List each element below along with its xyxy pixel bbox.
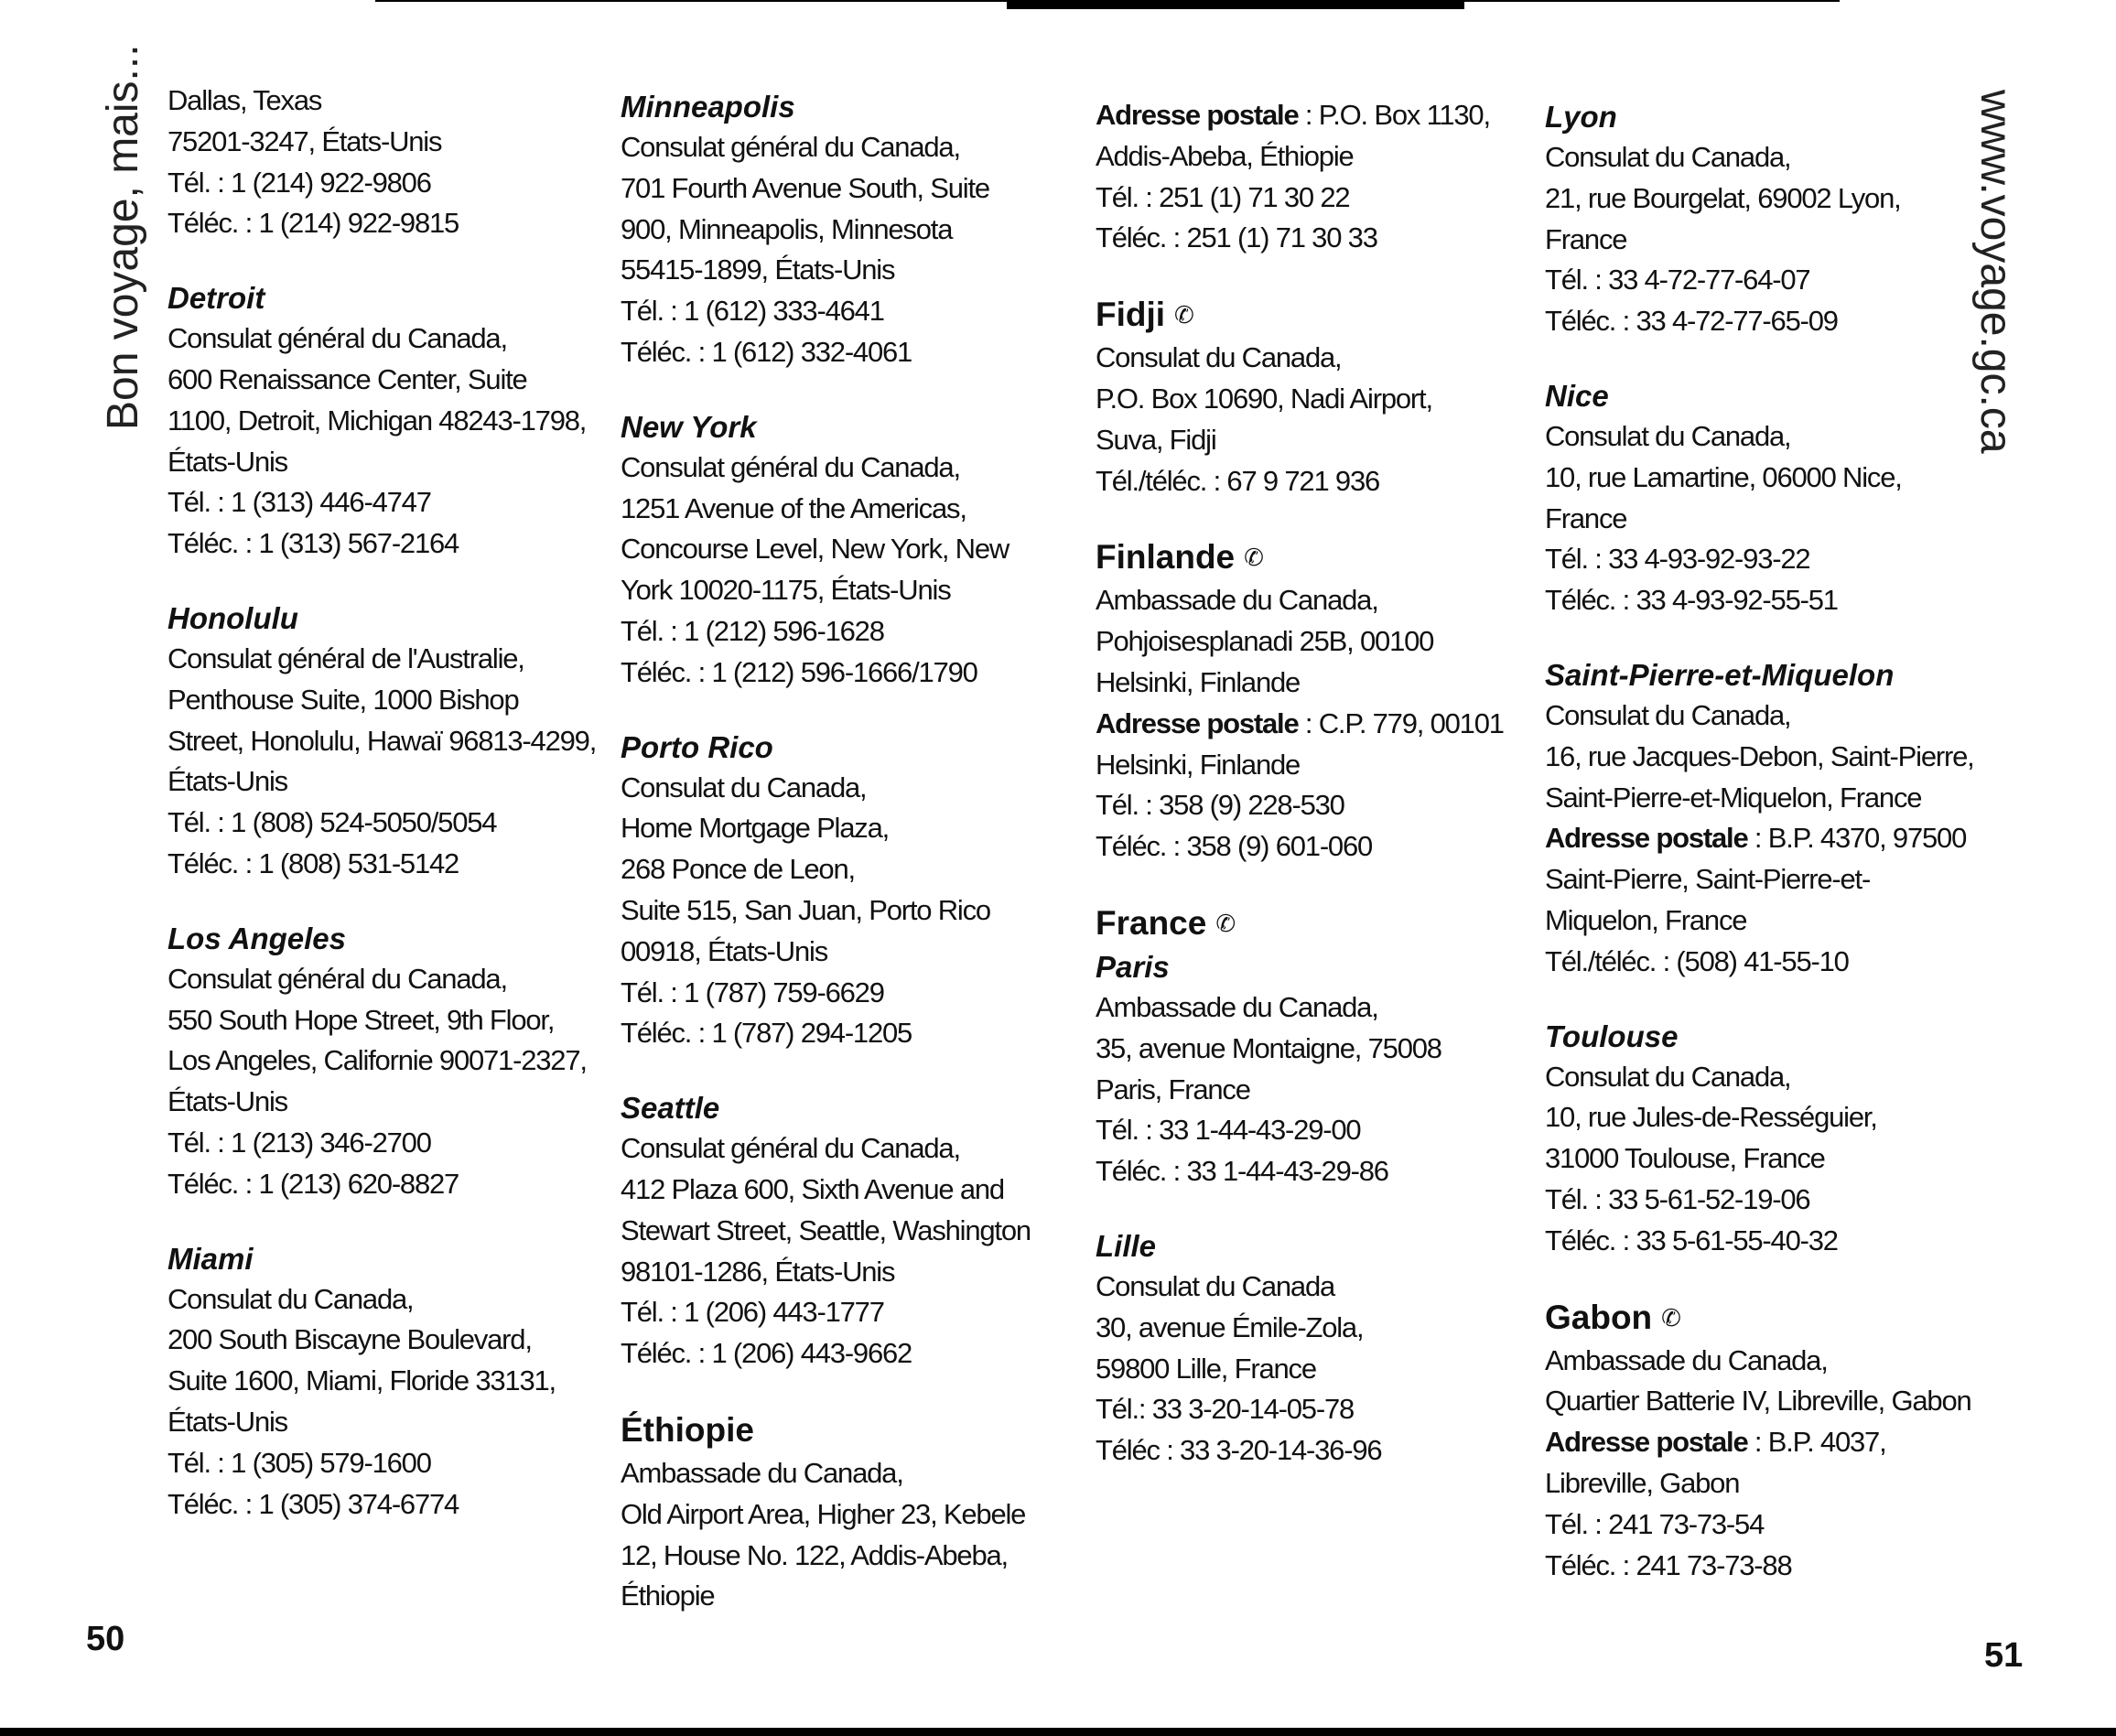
address-line: York 10020-1175, États-Unis [621, 574, 951, 607]
fax-line: Téléc. : 1 (313) 567-2164 [167, 527, 459, 560]
phone-fax-line: Tél./téléc. : 67 9 721 936 [1096, 464, 1380, 497]
city-heading: Minneapolis [621, 90, 795, 124]
address-line: Ambassade du Canada, [1096, 584, 1378, 617]
address-line: Los Angeles, Californie 90071-2327, [167, 1044, 587, 1077]
entry-france-paris [1096, 900, 1526, 1192]
postal-value: : B.P. 4037, [1747, 1426, 1886, 1459]
phone-line: Tél. : 33 4-72-77-64-07 [1545, 264, 1810, 297]
address-line: 268 Ponce de Leon, [621, 853, 855, 886]
postal-address-line [1096, 704, 1526, 745]
address-line: 10, rue Lamartine, 06000 Nice, [1545, 460, 1902, 493]
address-line: 1251 Avenue of the Americas, [621, 491, 966, 524]
entry-lyon [1545, 96, 1975, 342]
entry-saint-pierre-et-miquelon [1545, 654, 1975, 983]
phone-icon: ✆ [1661, 1303, 1681, 1332]
address-line: 35, avenue Montaigne, 75008 [1096, 1031, 1441, 1064]
address-line: 75201-3247, États-Unis [167, 124, 442, 157]
address-line: Consulat général du Canada, [167, 962, 507, 995]
city-heading: Honolulu [167, 600, 298, 635]
fax-line: Téléc. : 358 (9) 601-060 [1096, 830, 1373, 863]
city-heading: Seattle [621, 1091, 720, 1126]
phone-line: Tél. : 1 (213) 346-2700 [167, 1126, 431, 1159]
address-line: Consulat général du Canada, [621, 131, 960, 163]
phone-line: Tél. : 1 (212) 596-1628 [621, 614, 884, 647]
entry-seattle [621, 1087, 1051, 1375]
page-number-left: 50 [86, 1620, 125, 1658]
entry-toulouse [1545, 1016, 1975, 1262]
address-line: Consulat général du Canada, [167, 322, 507, 355]
fax-line: Téléc. : 33 1-44-43-29-86 [1096, 1155, 1388, 1188]
entry-ethiopie-continued [1096, 95, 1526, 259]
postal-value: : P.O. Box 1130, [1298, 99, 1490, 131]
fax-line: Téléc. : 1 (214) 922-9815 [167, 207, 459, 240]
country-heading [1096, 534, 1526, 580]
address-line: Ambassade du Canada, [1545, 1343, 1828, 1376]
fax-line: Téléc. : 251 (1) 71 30 33 [1096, 221, 1377, 254]
entry-lille [1096, 1225, 1526, 1472]
address-line: 16, rue Jacques-Debon, Saint-Pierre, [1545, 739, 1974, 772]
address-line: Old Airport Area, Higher 23, Kebele [621, 1497, 1026, 1530]
postal-address-line [1545, 818, 1975, 859]
phone-line: Tél. : 1 (313) 446-4747 [167, 486, 431, 519]
country-name: France [1096, 903, 1207, 942]
address-line: 12, House No. 122, Addis-Abeba, [621, 1538, 1008, 1571]
entry-fidji [1096, 292, 1526, 501]
address-line: 200 South Biscayne Boulevard, [167, 1323, 532, 1356]
postal-label: Adresse postale [1096, 99, 1299, 131]
address-line: 55415-1899, États-Unis [621, 253, 895, 286]
postal-label: Adresse postale [1545, 1426, 1748, 1459]
address-line: Consulat du Canada, [1096, 341, 1342, 374]
country-name: Finlande [1096, 538, 1236, 577]
address-line: Concourse Level, New York, New [621, 533, 1009, 566]
phone-icon: ✆ [1174, 301, 1194, 329]
address-line: Libreville, Gabon [1545, 1466, 1740, 1499]
address-line: Consulat du Canada, [1545, 419, 1791, 452]
address-line: 59800 Lille, France [1096, 1352, 1316, 1385]
address-line: 550 South Hope Street, 9th Floor, [167, 1003, 555, 1036]
city-heading: Lyon [1545, 100, 1617, 134]
city-heading: Paris [1096, 949, 1170, 984]
address-line: 00918, États-Unis [621, 934, 828, 967]
country-heading [1096, 292, 1526, 338]
address-line: Suite 515, San Juan, Porto Rico [621, 893, 990, 926]
phone-line: Tél. : 33 1-44-43-29-00 [1096, 1114, 1361, 1147]
address-line: Helsinki, Finlande [1096, 748, 1301, 781]
city-heading: Toulouse [1545, 1019, 1679, 1053]
top-rule-thick [1007, 0, 1464, 9]
postal-value: : C.P. 779, 00101 [1298, 706, 1504, 739]
address-line: 21, rue Bourgelat, 69002 Lyon, [1545, 181, 1901, 214]
entry-dallas-continued [167, 81, 598, 244]
entry-ethiopie [621, 1407, 1051, 1617]
fax-line: Téléc. : 1 (212) 596-1666/1790 [621, 655, 977, 688]
address-line: Paris, France [1096, 1073, 1250, 1105]
fax-line: Téléc. : 1 (787) 294-1205 [621, 1017, 912, 1050]
address-line: Consulat du Canada, [1545, 1060, 1791, 1093]
address-line: Éthiopie [621, 1580, 715, 1612]
address-line: Penthouse Suite, 1000 Bishop [167, 683, 519, 716]
address-line: Helsinki, Finlande [1096, 665, 1301, 698]
city-heading: Miami [167, 1241, 254, 1276]
phone-line: Tél. : 1 (612) 333-4641 [621, 295, 884, 328]
address-line: Consulat général du Canada, [621, 1132, 960, 1165]
address-line: États-Unis [167, 765, 287, 798]
address-line: Consulat du Canada, [1545, 698, 1791, 731]
entry-finlande [1096, 534, 1526, 868]
phone-icon: ✆ [1244, 544, 1264, 572]
city-heading: Saint-Pierre-et-Miquelon [1545, 657, 1895, 692]
address-line: Home Mortgage Plaza, [621, 812, 890, 845]
address-line: Dallas, Texas [167, 84, 322, 116]
address-line: Saint-Pierre, Saint-Pierre-et- [1545, 863, 1871, 896]
country-name: Gabon [1545, 1298, 1653, 1336]
address-line: 600 Renaissance Center, Suite [167, 362, 527, 395]
entry-miami [167, 1238, 598, 1526]
postal-label: Adresse postale [1545, 822, 1748, 855]
address-line: Stewart Street, Seattle, Washington [621, 1213, 1031, 1246]
entry-honolulu [167, 598, 598, 885]
column-1 [167, 81, 598, 1558]
postal-label: Adresse postale [1096, 706, 1299, 739]
city-heading: Nice [1545, 378, 1609, 413]
city-heading: Porto Rico [621, 729, 773, 764]
phone-line: Tél. : 251 (1) 71 30 22 [1096, 180, 1350, 213]
page-number-right: 51 [1984, 1636, 2024, 1675]
phone-line: Tél. : 1 (214) 922-9806 [167, 166, 431, 199]
address-line: Addis-Abeba, Éthiopie [1096, 139, 1354, 172]
entry-los-angeles [167, 918, 598, 1205]
address-line: Consulat du Canada, [621, 771, 867, 803]
fax-line: Téléc. : 1 (305) 374-6774 [167, 1487, 459, 1520]
address-line: Ambassade du Canada, [1096, 990, 1378, 1023]
address-line: Consulat du Canada, [167, 1282, 414, 1315]
entry-porto-rico [621, 727, 1051, 1055]
address-line: Street, Honolulu, Hawaï 96813-4299, [167, 724, 597, 757]
column-2 [621, 86, 1051, 1650]
phone-line: Tél. : 33 4-93-92-93-22 [1545, 543, 1810, 576]
address-line: États-Unis [167, 445, 287, 478]
entry-detroit [167, 277, 598, 565]
fax-line: Téléc. : 33 5-61-55-40-32 [1545, 1224, 1838, 1256]
address-line: États-Unis [167, 1085, 287, 1118]
column-4 [1545, 96, 1975, 1619]
address-line: Quartier Batterie IV, Libreville, Gabon [1545, 1385, 1971, 1418]
entry-new-york [621, 406, 1051, 694]
address-line: 701 Fourth Avenue South, Suite [621, 171, 989, 204]
postal-address-line [1545, 1422, 1975, 1463]
entry-minneapolis [621, 86, 1051, 373]
phone-line: Tél. : 358 (9) 228-530 [1096, 789, 1344, 822]
phone-fax-line: Tél./téléc. : (508) 41-55-10 [1545, 944, 1849, 977]
address-line: Consulat général du Canada, [621, 450, 960, 483]
address-line: 31000 Toulouse, France [1545, 1142, 1825, 1175]
phone-line: Tél.: 33 3-20-14-05-78 [1096, 1393, 1355, 1426]
phone-icon: ✆ [1215, 909, 1236, 937]
address-line: France [1545, 222, 1627, 255]
address-line: États-Unis [167, 1405, 287, 1438]
fax-line: Téléc. : 241 73-73-88 [1545, 1548, 1792, 1581]
running-head-left: Bon voyage, mais... [99, 44, 147, 430]
address-line: P.O. Box 10690, Nadi Airport, [1096, 382, 1432, 415]
address-line: Miquelon, France [1545, 903, 1747, 936]
fax-line: Téléc. : 1 (808) 531-5142 [167, 846, 459, 879]
address-line: Suite 1600, Miami, Floride 33131, [167, 1364, 556, 1397]
phone-line: Tél. : 1 (787) 759-6629 [621, 976, 884, 1008]
postal-value: : B.P. 4370, 97500 [1747, 822, 1967, 855]
city-heading: Lille [1096, 1228, 1157, 1263]
column-3 [1096, 95, 1526, 1504]
address-line: 10, rue Jules-de-Rességuier, [1545, 1101, 1877, 1134]
fax-line: Téléc. : 1 (206) 443-9662 [621, 1337, 912, 1370]
phone-line: Tél. : 1 (808) 524-5050/5054 [167, 806, 497, 839]
address-line: Consulat du Canada, [1545, 141, 1791, 173]
fax-line: Téléc : 33 3-20-14-36-96 [1096, 1434, 1382, 1467]
country-heading: Éthiopie [621, 1410, 754, 1449]
phone-line: Tél. : 1 (305) 579-1600 [167, 1446, 431, 1479]
phone-line: Tél. : 33 5-61-52-19-06 [1545, 1182, 1810, 1215]
address-line: 1100, Detroit, Michigan 48243-1798, [167, 404, 587, 437]
running-head-right: www.voyage.gc.ca [1971, 90, 2020, 454]
entry-nice [1545, 375, 1975, 621]
address-line: Pohjoisesplanadi 25B, 00100 [1096, 625, 1434, 658]
address-line: Consulat général de l'Australie, [167, 642, 524, 674]
phone-line: Tél. : 1 (206) 443-1777 [621, 1296, 884, 1329]
country-name: Fidji [1096, 296, 1166, 334]
address-line: Consulat du Canada [1096, 1269, 1335, 1302]
city-heading: Detroit [167, 281, 265, 316]
fax-line: Téléc. : 1 (612) 332-4061 [621, 335, 912, 368]
fax-line: Téléc. : 33 4-93-92-55-51 [1545, 584, 1838, 617]
address-line: 98101-1286, États-Unis [621, 1255, 895, 1288]
address-line: Suva, Fidji [1096, 423, 1216, 456]
phone-line: Tél. : 241 73-73-54 [1545, 1507, 1765, 1540]
address-line: Saint-Pierre-et-Miquelon, France [1545, 781, 1922, 814]
fax-line: Téléc. : 33 4-72-77-65-09 [1545, 305, 1838, 338]
entry-gabon [1545, 1295, 1975, 1587]
address-line: Ambassade du Canada, [621, 1456, 903, 1489]
postal-address-line [1096, 95, 1526, 136]
address-line: 412 Plaza 600, Sixth Avenue and [621, 1172, 1004, 1205]
fax-line: Téléc. : 1 (213) 620-8827 [167, 1167, 459, 1200]
country-heading [1545, 1295, 1975, 1341]
country-heading [1096, 900, 1526, 946]
city-heading: Los Angeles [167, 921, 346, 955]
address-line: France [1545, 501, 1627, 534]
bottom-rule [0, 1728, 2116, 1736]
address-line: 900, Minneapolis, Minnesota [621, 212, 953, 245]
city-heading: New York [621, 409, 757, 444]
address-line: 30, avenue Émile-Zola, [1096, 1310, 1364, 1343]
